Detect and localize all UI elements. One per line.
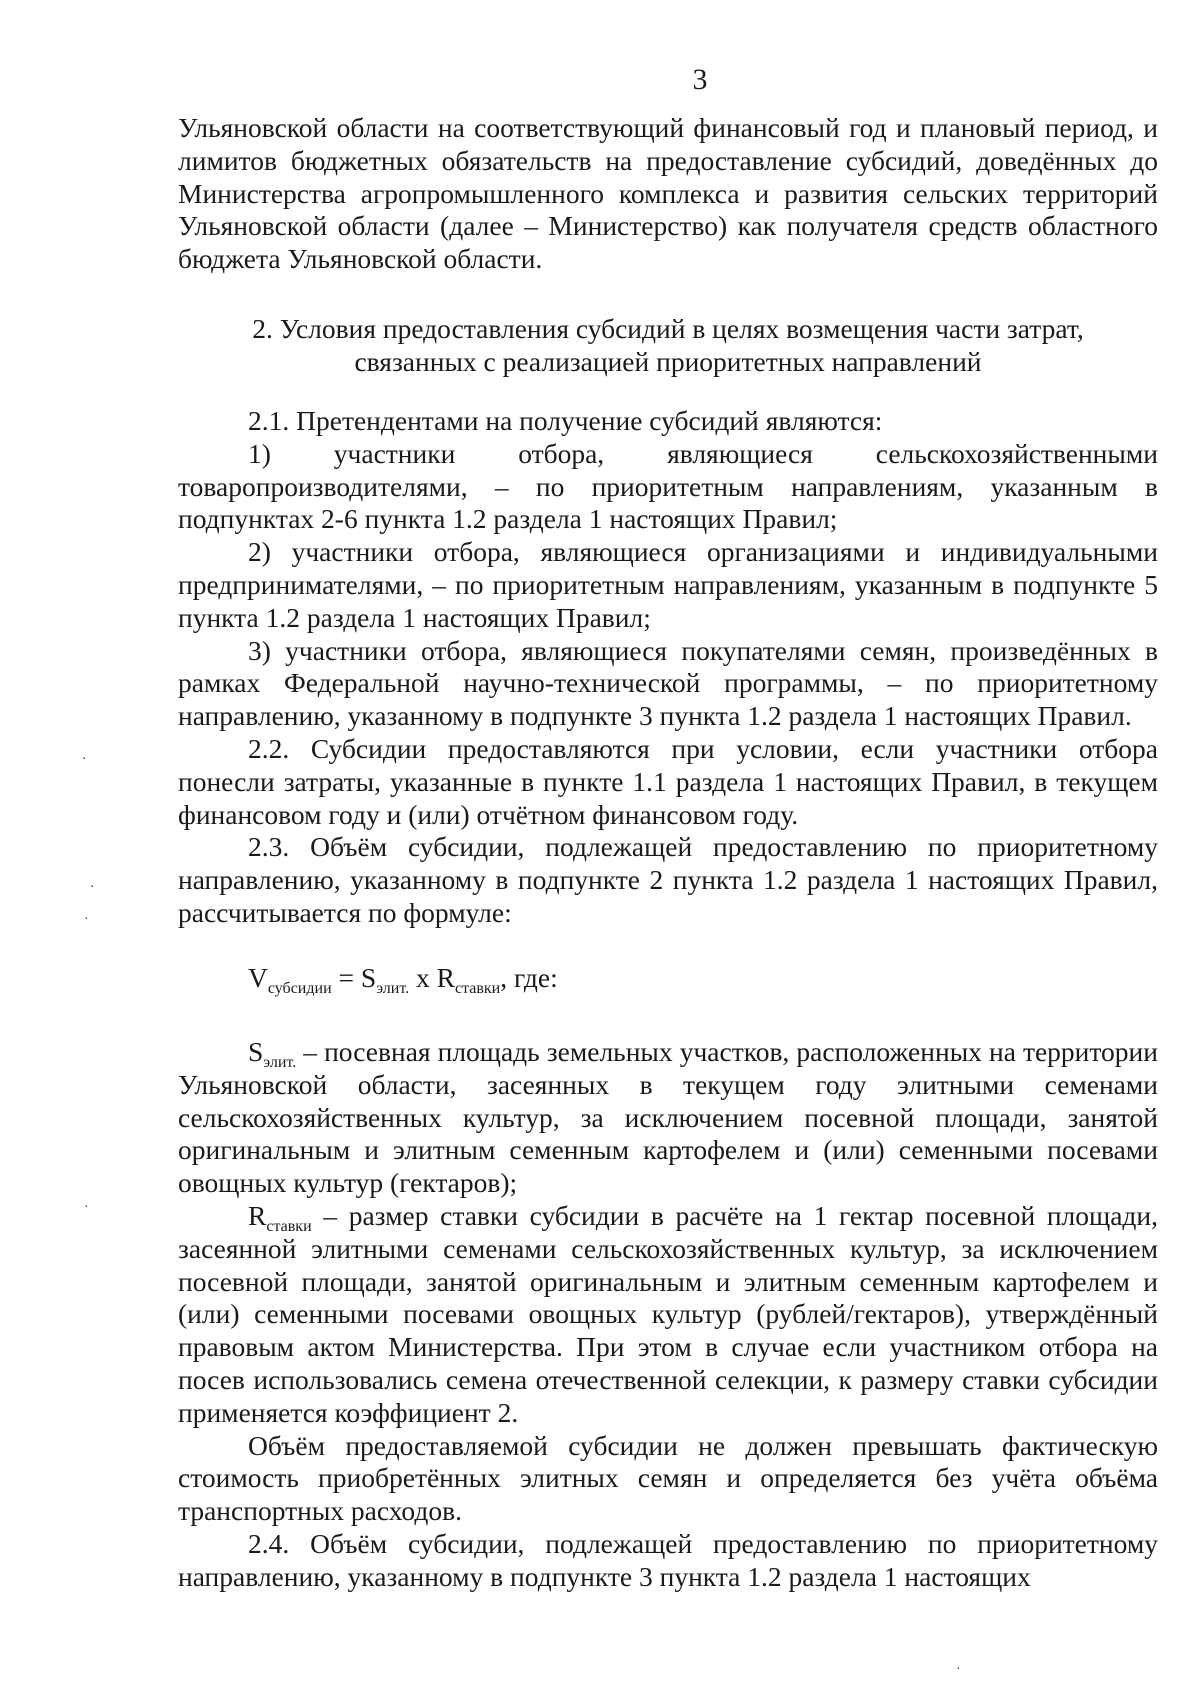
scan-speck: · — [84, 912, 89, 927]
def-r-symbol: R — [248, 1199, 267, 1231]
scan-speck: · — [90, 880, 95, 895]
formula-v-sub: субсидии — [267, 980, 332, 997]
scan-speck: · — [82, 752, 87, 767]
paragraph-2-1: 2.1. Претендентами на получение субсидий являются: — [248, 405, 883, 436]
formula-v: V — [248, 962, 268, 993]
section-body — [178, 405, 1158, 930]
paragraph-2-1-1: 1) участники отбора, являющиеся сельскохозяйственными товаропроизводителями, – по приоритетным направлениям, указанным в подпунктах 2-6 пункта 1.2 раздела 1 настоящих Правил; — [178, 437, 1158, 535]
intro-block — [178, 112, 1158, 276]
def-s-sub: элит. — [263, 1054, 297, 1071]
paragraph-2-4: 2.4. Объём субсидии, подлежащей предоставлению по приоритетному направлению, указанному в подпункте 3 пункта 1.2 раздела 1 настоящих — [178, 1527, 1158, 1592]
scan-speck: · — [956, 1662, 961, 1677]
formula-x: x — [409, 962, 437, 993]
definition-s-elit — [178, 1036, 1158, 1200]
paragraph-2-1-3: 3) участники отбора, являющиеся покупателями семян, произведённых в рамках Федеральной научно-технической программы, – по приоритетному направлению, указанному в подпункте 3 пункта 1.2 раздела 1 настоящих Правил. — [178, 634, 1158, 732]
intro-paragraph: Ульяновской области на соответствующий финансовый год и плановый период, и лимитов бюджетных обязательств на предоставление субсидий, доведённых до Министерства агропромышленного комплекса и развития сельских территорий Ульяновской области (далее – Министерство) как получателя средств областного бюджета Ульяновской области. — [178, 112, 1158, 275]
section-heading — [178, 313, 1158, 379]
formula-r: R — [436, 962, 455, 993]
def-s-symbol: S — [248, 1036, 264, 1067]
def-r-sub: ставки — [266, 1217, 312, 1235]
definitions-block — [178, 1036, 1158, 1594]
paragraph-2-2: 2.2. Субсидии предоставляются при условии, если участники отбора понесли затраты, указанные в пункте 1.1 раздела 1 настоящих Правил, в текущем финансовом году и (или) отчётном финансовом году. — [178, 732, 1158, 830]
formula-eq: = — [331, 962, 361, 993]
formula-tail: , где: — [500, 962, 558, 993]
formula-s: S — [360, 962, 377, 993]
definition-r-stavki — [178, 1200, 1158, 1430]
section-heading-line-2: связанных с реализацией приоритетных направлений — [354, 345, 982, 377]
paragraph-2-1-2: 2) участники отбора, являющиеся организациями и индивидуальными предпринимателями, – по приоритетным направлениям, указанным в подпункте 5 пункта 1.2 раздела 1 настоящих Правил; — [178, 536, 1158, 633]
def-s-text: – посевная площадь земельных участков, расположенных на территории Ульяновской области, засеянных в текущем году элитными семенами сельскохозяйственных культур, за исключением посевной площади, занятой оригинальным и элитным семенным картофелем и (или) семенными посевами овощных культур (гектаров); — [178, 1036, 1158, 1199]
paragraph-volume-limit: Объём предоставляемой субсидии не должен превышать фактическую стоимость приобретённых элитных семян и определяется без учёта объёма транспортных расходов. — [178, 1429, 1158, 1527]
formula-r-sub: ставки — [454, 980, 501, 997]
page-number: 3 — [692, 63, 708, 96]
section-heading-line-1: 2. Условия предоставления субсидий в целях возмещения части затрат, — [252, 313, 1084, 344]
scan-speck: · — [84, 1200, 89, 1215]
def-r-text: – размер ставки субсидии в расчёте на 1 гектар посевной площади, засеянной элитными семенами сельскохозяйственных культур, за исключением посевной площади, занятой оригинальным и элитным семенным картофелем и (или) семенными посевами овощных культур (рублей/гектаров), утверждённый правовым актом Министерства. При этом в случае если участником отбора на посев использовались семена отечественной селекции, к размеру ставки субсидии применяется коэффициент 2. — [178, 1199, 1158, 1428]
subsidy-formula — [248, 962, 558, 995]
paragraph-2-3: 2.3. Объём субсидии, подлежащей предоставлению по приоритетному направлению, указанному в подпункте 2 пункта 1.2 раздела 1 настоящих Правил, рассчитывается по формуле: — [178, 831, 1158, 928]
formula-s-sub: элит. — [376, 980, 410, 997]
